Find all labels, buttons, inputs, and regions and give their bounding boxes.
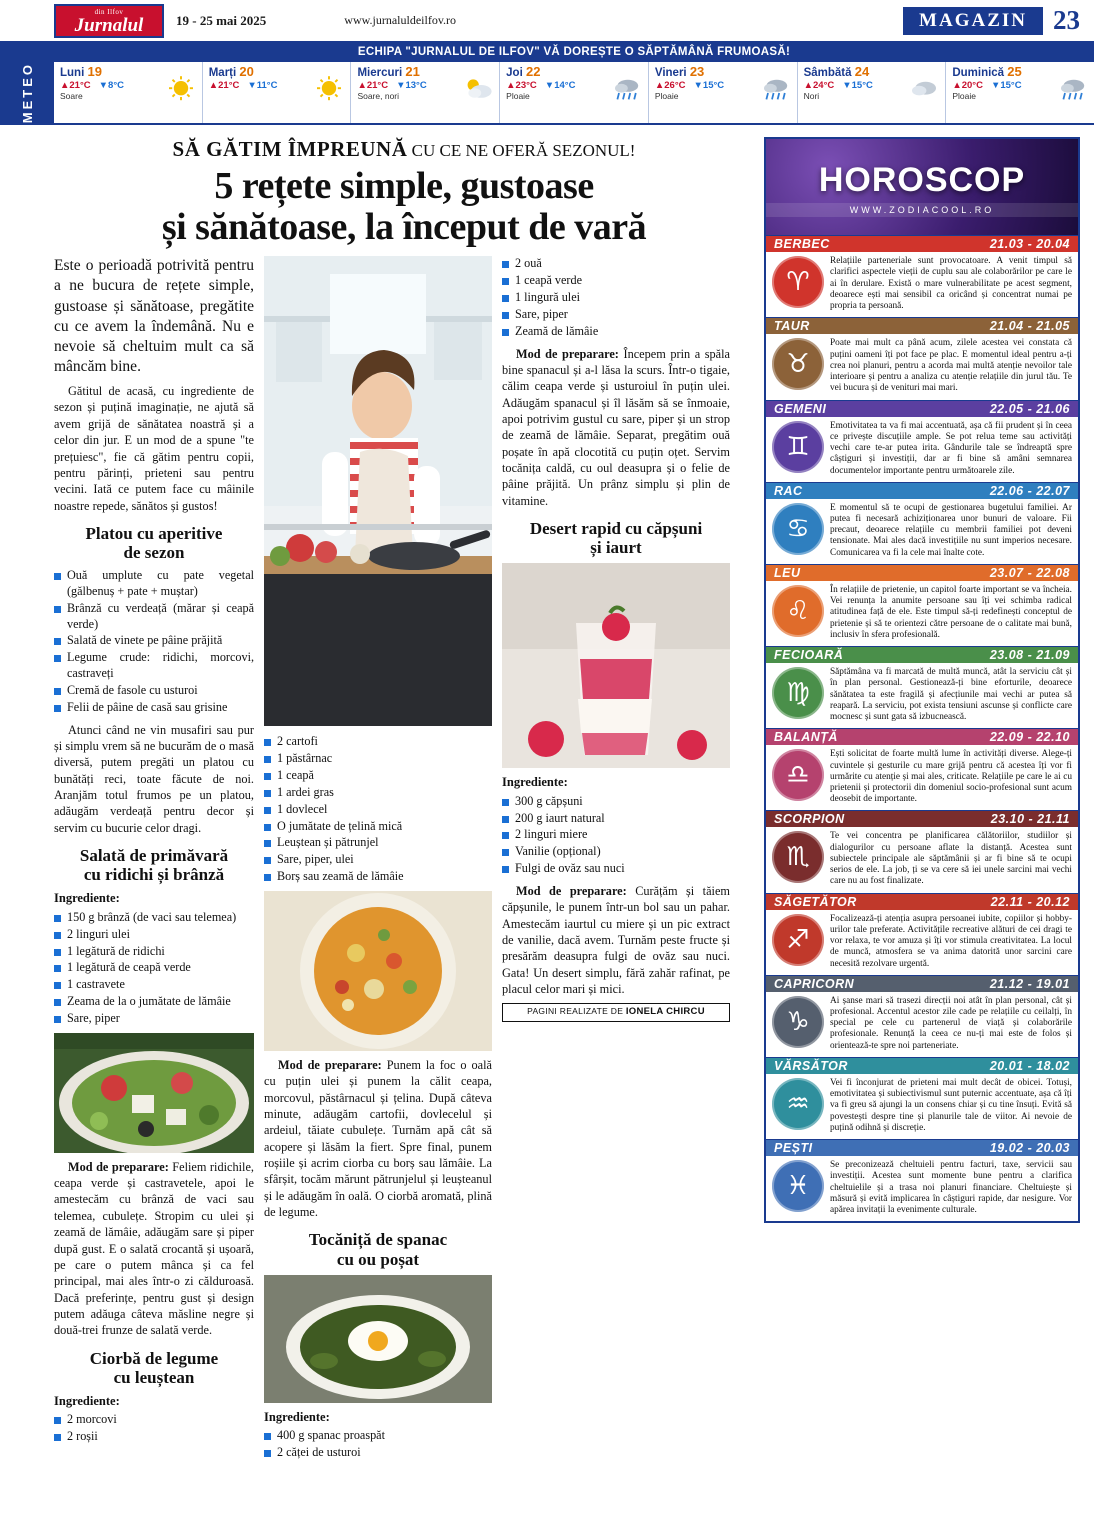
recipe-3-prep-label: Mod de preparare: bbox=[278, 1058, 382, 1073]
sign-text: Ai șanse mari să trasezi direcții noi atât în plan personal, cât și profesional. Accentul acestor zile cade pe relațiile cu ceilalți, în special pe cele cu partenerul de viață și colaborările profesionale. Renunță la ceea ce nu-ți mai este de folos și orientează-te spre noi parteneriate. bbox=[830, 995, 1072, 1051]
recipe-1-ingredients bbox=[54, 568, 254, 716]
sign-name: SCORPION bbox=[774, 812, 845, 827]
horoscope-sign-pești bbox=[766, 1139, 1078, 1221]
zodiac-berbec-icon: ♈ bbox=[772, 256, 824, 308]
greeting-banner: ECHIPA "JURNALUL DE ILFOV" VĂ DOREȘTE O SĂPTĂMÂNĂ FRUMOASĂ! bbox=[0, 42, 1094, 62]
weather-day-desc: Ploaie bbox=[952, 91, 976, 101]
horoscope-sign-leu bbox=[766, 564, 1078, 646]
headline-line-1: 5 rețete simple, gustoase bbox=[214, 165, 594, 208]
page-credit bbox=[502, 1003, 730, 1022]
sign-dates: 22.09 - 22.10 bbox=[989, 730, 1070, 745]
logo-main-text: Jurnalul bbox=[74, 14, 144, 36]
website-url[interactable]: www.jurnaluldeilfov.ro bbox=[344, 13, 457, 27]
sign-dates: 22.05 - 21.06 bbox=[989, 401, 1070, 416]
recipe-2-ingredients-label: Ingrediente: bbox=[54, 891, 120, 906]
logo-top-text: din Ilfov bbox=[94, 7, 124, 16]
recipe-3-ingredients-label: Ingrediente: bbox=[54, 1393, 120, 1408]
sign-text: Vei fi înconjurat de prieteni mai mult decât de obicei. Totuși, emotivitatea și subiectivismul sunt puternic accentuate, așa că îți va fi greu să ajungi la un consens chiar și cu tine însuți. Evită să povestești despre tine și planurile tale de viitor. Ai nevoie de puțină odihnă și discreție. bbox=[830, 1077, 1072, 1133]
zodiac-rac-icon: ♋ bbox=[772, 503, 824, 555]
list-item: 1 legătură de ridichi bbox=[54, 944, 254, 960]
recipe-4-ingredients-part2 bbox=[502, 256, 730, 339]
sign-header bbox=[766, 236, 1078, 252]
recipe-3-ingredients-part1 bbox=[54, 1412, 254, 1445]
sign-dates: 21.04 - 21.05 bbox=[989, 319, 1070, 334]
sign-name: CAPRICORN bbox=[774, 976, 855, 991]
sign-dates: 20.01 - 18.02 bbox=[989, 1058, 1070, 1073]
list-item: Borș sau zeamă de lămâie bbox=[264, 869, 492, 885]
spinach-photo-graphic bbox=[264, 1275, 492, 1403]
weather-day-number: 20 bbox=[239, 64, 254, 79]
credit-author: IONELA CHIRCU bbox=[625, 1006, 705, 1018]
sign-text: Emotivitatea ta va fi mai accentuată, așa că fii prudent și în ceea ce privește discuțiile ample. Se pot relua teme sau activități vechi care te-ar putea irita. Gândurile tale se îndreaptă spre câștiguri și investiții, dar ar fi bine să amâni semnarea documentelor importante pentru următoarele zile. bbox=[830, 420, 1072, 476]
recipe-4-title-line2: cu ou poșat bbox=[336, 1249, 420, 1269]
page-title bbox=[54, 166, 754, 248]
sign-header bbox=[766, 729, 1078, 745]
recipe-3-title-line1: Ciorbă de legume bbox=[89, 1348, 219, 1368]
recipe-2-prep-text: Feliem ridichile, ceapa verde și castravetele, apoi le amestecăm cu brânză de vaci sau telemea, cubulețe. Stropim cu ulei și zeamă de lămâie, adăugăm sare și piper după gust. E o salată crocantă și ușoară, pe care o putem mânca și ca fel principal, mai ales într-o zi călduroasă. Dacă preferințe, pentru gust și design putem adăuga câteva măsline negre și două-trei frunze de salată verde. bbox=[54, 1159, 254, 1338]
weather-day-3 bbox=[351, 62, 500, 123]
weather-temp-max: ▲26°C bbox=[654, 80, 686, 91]
list-item: O jumătate de țelină mică bbox=[264, 819, 492, 835]
horoscope-title: HOROSCOP bbox=[818, 161, 1026, 200]
headline-line-2: și sănătoase, la început de vară bbox=[161, 206, 647, 249]
recipe-4-prep-label: Mod de preparare: bbox=[516, 346, 619, 361]
list-item: Legume crude: ridichi, morcovi, castraveți bbox=[54, 650, 254, 682]
weather-temp-max: ▲20°C bbox=[952, 80, 983, 91]
sign-dates: 23.07 - 22.08 bbox=[989, 565, 1070, 580]
sign-text: În relațiile de prietenie, un capitol foarte important se va încheia. Vei renunța la anumite persoane sau îți vei schimba radical atitudinea față de ele. Este timpul să-ți redefinești conceptul de prietenie și să te orientezi către persoane de o calitate mai bună, inclusiv în sfera profesională. bbox=[830, 584, 1072, 640]
weather-day-6 bbox=[798, 62, 947, 123]
list-item: 150 g brânză (de vaci sau telemea) bbox=[54, 910, 254, 926]
meteo-label: METEO bbox=[19, 62, 35, 124]
sign-text: Ești solicitat de foarte multă lume în activități diverse. Alege-ți cuvintele și gesturile cu mare grijă pentru că acestea îți vor fi urmărite cu atenție și mai ales, criticate. Relațiile pe care le ai cu prietenii și protectorii din domeniul socio-profesional sunt acum deosebit de importante. bbox=[830, 749, 1072, 805]
list-item: 1 ceapă bbox=[264, 768, 492, 784]
list-item: 2 linguri ulei bbox=[54, 927, 254, 943]
list-item: Zeama de la o jumătate de lămâie bbox=[54, 994, 254, 1010]
list-item: Sare, piper bbox=[54, 1011, 254, 1027]
weather-day-desc: Ploaie bbox=[654, 91, 679, 101]
weather-temp-min: ▼14°C bbox=[544, 80, 576, 91]
soup-photo bbox=[264, 891, 492, 1051]
sign-dates: 23.08 - 21.09 bbox=[989, 648, 1070, 663]
recipe-3-prep-text: Punem la foc o oală cu puțin ulei și punem la călit ceapa, morcovul, păstârnacul și țelina. După câteva minute, adăugăm cartofii, dovlecelul și ardeiul, tăiate cubulețe. Turnăm apă cât să acopere și lăsăm la fiert. Spre final, punem roșiile și acrim ciorba cu borș sau lămâie. La sfârșit, tocăm mărunt pătrunjelul și leușteanul și le adăugăm în oală. O ciorbă aromată, plină de legume. bbox=[264, 1058, 492, 1220]
list-item: Ouă umplute cu pate vegetal (gălbenuș + pate + muștar) bbox=[54, 568, 254, 600]
weather-temp-min: ▼11°C bbox=[247, 80, 278, 91]
list-item: Brânză cu verdeață (mărar și ceapă verde) bbox=[54, 601, 254, 633]
weather-strip bbox=[0, 62, 1094, 125]
recipe-3-title-line2: cu leuștean bbox=[113, 1367, 195, 1387]
horoscope-url[interactable]: WWW.ZODIACOOL.RO bbox=[766, 203, 1078, 217]
weather-day-desc: Ploaie bbox=[506, 91, 530, 101]
zodiac-fecioară-icon: ♍ bbox=[772, 667, 824, 719]
recipe-2-preparation bbox=[54, 1159, 254, 1339]
list-item: Zeamă de lămâie bbox=[502, 324, 730, 340]
weather-tab-label bbox=[0, 62, 54, 123]
recipe-5-prep-text: Curățăm și tăiem căpșunile, le punem într-un bol sau un pahar. Amestecăm iaurtul cu miere și un pic extract de vanilie, dacă avem. Turnăm peste fructe și presărăm deasupra fulgi de ovăz sau nuci. Gata! Un desert simplu, fără zahăr rafinat, pe placul celor mari și mici. bbox=[502, 884, 730, 997]
cooking-photo-graphic bbox=[264, 256, 492, 726]
horoscope-area bbox=[764, 131, 1080, 1467]
horoscope-sign-fecioară bbox=[766, 646, 1078, 728]
sign-name: TAUR bbox=[774, 319, 810, 334]
recipe-4-preparation bbox=[502, 346, 730, 509]
kicker-bold: SĂ GĂTIM ÎMPREUNĂ bbox=[172, 137, 408, 162]
recipe-2-ingredients bbox=[54, 910, 254, 1027]
recipe-2-prep-label: Mod de preparare: bbox=[68, 1159, 169, 1174]
sign-dates: 22.06 - 22.07 bbox=[989, 483, 1070, 498]
sign-name: LEU bbox=[774, 565, 801, 580]
sign-text: E momentul să te ocupi de gestionarea bugetului familiei. Ar putea fi necesară achiziționarea unor bunuri de valoare. Fii precaut, deoarece relațiile cu membrii familiei pot deveni tensionate. Mai ales dacă investițiile nu sunt imperios necesare. Comunicarea va fi la cele mai înalte cote. bbox=[830, 502, 1072, 558]
weather-day-name: Joi 22 bbox=[506, 64, 541, 79]
kicker-rest: CU CE NE OFERĂ SEZONUL! bbox=[407, 141, 636, 161]
list-item: 400 g spanac proaspăt bbox=[264, 1428, 492, 1444]
list-item: 1 lingură ulei bbox=[502, 290, 730, 306]
list-item: Fulgi de ovăz sau nuci bbox=[502, 861, 730, 877]
recipe-4-ingredients-label: Ingrediente: bbox=[264, 1409, 330, 1424]
recipe-1-title-line1: Platou cu aperitive bbox=[85, 523, 223, 543]
recipe-5-title-line2: și iaurt bbox=[590, 538, 642, 558]
recipe-2-title-line1: Salată de primăvară bbox=[79, 846, 229, 866]
article-lede: Este o perioadă potrivită pentru a ne bucura de rețete simple, gustoase și sănătoase, pregătite cu ce avem la îndemână. Nu e nevoie să cheltuim mult ca să mâncăm bine. bbox=[54, 257, 254, 375]
zodiac-gemeni-icon: ♊ bbox=[772, 421, 824, 473]
sign-name: PEȘTI bbox=[774, 1141, 813, 1156]
sign-dates: 21.12 - 19.01 bbox=[989, 976, 1070, 991]
sign-text: Te vei concentra pe planificarea călătoriilor, studiilor și dialogurilor cu persoane aflate la distanță. Acestea sunt subiectele principale ale săptămânii și ar fi bine să te ocupi serios de ele. La job, ți se va cere să iei unele sarcini mai vechi care nu au fost finalizate. bbox=[830, 831, 1072, 887]
recipe-5-title bbox=[502, 519, 730, 557]
weather-day-desc: Soare bbox=[60, 91, 83, 101]
sign-header bbox=[766, 483, 1078, 499]
dessert-photo-graphic bbox=[502, 563, 730, 768]
weather-days bbox=[54, 62, 1094, 123]
weather-day-4 bbox=[500, 62, 649, 123]
sun-icon bbox=[313, 76, 345, 102]
salad-photo-graphic bbox=[54, 1033, 254, 1153]
sign-text: Săptămâna va fi marcată de multă muncă, atât la serviciu cât și în plan personal. Gestionează-ți bine eforturile, deoarece sănătatea ta este fragilă și afecțiunile mai vechi ar putea să reapară. La serviciu, pot exista tensiuni ascunse și conflicte care mocnesc și sunt gata să izbucnească. bbox=[830, 667, 1072, 723]
weather-temp-min: ▼13°C bbox=[396, 80, 427, 91]
article-kicker bbox=[54, 137, 754, 162]
sign-header bbox=[766, 1140, 1078, 1156]
list-item: 2 roșii bbox=[54, 1429, 254, 1445]
horoscope-header bbox=[766, 139, 1078, 235]
article-column-3 bbox=[502, 256, 730, 1467]
sun-icon bbox=[165, 76, 197, 102]
sign-dates: 21.03 - 20.04 bbox=[989, 237, 1070, 252]
recipe-3-title bbox=[54, 1349, 254, 1387]
recipe-4-ingredients-part1 bbox=[264, 1428, 492, 1461]
list-item: 2 căței de usturoi bbox=[264, 1445, 492, 1461]
list-item: 1 păstârnac bbox=[264, 751, 492, 767]
sign-header bbox=[766, 318, 1078, 334]
sign-dates: 19.02 - 20.03 bbox=[989, 1141, 1070, 1156]
list-item: 2 ouă bbox=[502, 256, 730, 272]
rain-icon bbox=[760, 76, 792, 102]
weather-day-name: Luni 19 bbox=[60, 64, 102, 79]
sign-name: SĂGETĂTOR bbox=[774, 894, 857, 909]
list-item: 1 legătură de ceapă verde bbox=[54, 960, 254, 976]
weather-day-number: 25 bbox=[1007, 64, 1022, 79]
cloud-icon bbox=[908, 76, 940, 102]
issue-date: 19 - 25 mai 2025 bbox=[176, 12, 267, 28]
recipe-5-preparation bbox=[502, 883, 730, 997]
weather-temp-min: ▼8°C bbox=[98, 80, 124, 91]
list-item: Vanilie (opțional) bbox=[502, 844, 730, 860]
article-paragraph-1: Gătitul de acasă, cu ingrediente de sezon și puțină imaginație, ne ajută să avem grijă de sănătatea noastră și a celor din jur. E un mod de a spune "te prețuiesc", fie că gătim pentru copii, pentru părinți, prieteni sau pentru vecini. Iată ce putem face cu mâinile noastre repede, sănătos și gustos! bbox=[54, 384, 254, 513]
zodiac-săgetător-icon: ♐ bbox=[772, 914, 824, 966]
horoscope-sign-capricorn bbox=[766, 975, 1078, 1057]
recipe-4-title-line1: Tocăniță de spanac bbox=[308, 1230, 448, 1250]
zodiac-scorpion-icon: ♏ bbox=[772, 831, 824, 883]
article-area bbox=[54, 131, 754, 1467]
sign-header bbox=[766, 976, 1078, 992]
weather-day-7 bbox=[946, 62, 1094, 123]
zodiac-taur-icon: ♉ bbox=[772, 338, 824, 390]
zodiac-capricorn-icon: ♑ bbox=[772, 996, 824, 1048]
weather-day-1 bbox=[54, 62, 203, 123]
weather-temp-max: ▲21°C bbox=[208, 80, 240, 91]
cooking-photo bbox=[264, 256, 492, 726]
article-column-1 bbox=[54, 256, 254, 1467]
sign-header bbox=[766, 565, 1078, 581]
sign-text: Poate mai mult ca până acum, zilele acestea vei constata că puțini oameni îți pot face pe plac. E momentul ideal pentru a-ți crea noi planuri, pentru a acorda mai multă atenție nevoilor tale interioare și pentru a analiza cu atenție relațiile din jurul tău. Te vei bucura și de venituri mai mari. bbox=[830, 338, 1072, 394]
sign-text: Se preconizează cheltuieli pentru facturi, taxe, servicii sau investiții. Acestea sunt momente bune pentru a clarifica cheltuielile și a trasa noi planuri financiare. Cheltuiește și măsură și evită implicarea în câștiguri rapide, dar nesigure. Vor apărea invitații la evenimente culturale. bbox=[830, 1160, 1072, 1216]
zodiac-pești-icon: ♓ bbox=[772, 1160, 824, 1212]
weather-day-name: Marți 20 bbox=[208, 64, 254, 79]
soup-photo-graphic bbox=[264, 891, 492, 1051]
recipe-1-title bbox=[54, 524, 254, 562]
sign-dates: 23.10 - 21.11 bbox=[990, 812, 1070, 827]
list-item: 300 g căpșuni bbox=[502, 794, 730, 810]
article-column-2 bbox=[264, 256, 492, 1467]
weather-day-name: Sâmbătă 24 bbox=[803, 64, 870, 79]
list-item: 1 ceapă verde bbox=[502, 273, 730, 289]
list-item: 2 morcovi bbox=[54, 1412, 254, 1428]
sign-text: Focalizează-ți atenția asupra persoanei iubite, copiilor și hobby-urilor tale preferate. Activitățile recreative alături de cei dragi te vor relaxa, te vor amuza și îți vor stimula creativitatea. La locul de muncă, atmosfera se va anima datorită unor sarcini care necesită rezolvare urgentă. bbox=[830, 913, 1072, 969]
horoscope-box bbox=[764, 137, 1080, 1223]
recipe-4-title bbox=[264, 1230, 492, 1268]
sign-name: RAC bbox=[774, 483, 803, 498]
sign-dates: 22.11 - 20.12 bbox=[990, 894, 1070, 909]
recipe-4-prep-text: Începem prin a spăla bine spanacul și a-l lăsa la scurs. Într-o tigaie, călim ceapa verde și usturoiul în puțin ulei. Adăugăm spanacul și îl lăsăm să se înmoaie, apoi potrivim gustul cu sare, piper și un strop de zeamă de lămâie. Separat, pregătim ouă poșate în apă clocotită cu puțin oțet. Servim tocănița caldă, cu oul deasupra și o felie de pâine prăjită. Un prânz simplu și plin de vitamine. bbox=[502, 346, 730, 508]
sign-header bbox=[766, 647, 1078, 663]
recipe-5-prep-label: Mod de preparare: bbox=[516, 884, 627, 899]
recipe-5-title-line1: Desert rapid cu căpșuni bbox=[529, 519, 703, 539]
weather-day-number: 24 bbox=[854, 64, 870, 79]
sign-name: BALANȚĂ bbox=[774, 730, 838, 745]
rain-icon bbox=[611, 76, 643, 102]
horoscope-sign-vărsător bbox=[766, 1057, 1078, 1139]
masthead bbox=[0, 0, 1094, 42]
list-item: 2 linguri miere bbox=[502, 827, 730, 843]
sign-name: VĂRSĂTOR bbox=[774, 1058, 848, 1073]
weather-day-number: 23 bbox=[689, 64, 705, 79]
weather-temp-max: ▲24°C bbox=[803, 80, 835, 91]
weather-day-number: 21 bbox=[405, 64, 420, 79]
recipe-3-ingredients-part2 bbox=[264, 734, 492, 885]
list-item: Sare, piper bbox=[502, 307, 730, 323]
list-item: 200 g iaurt natural bbox=[502, 811, 730, 827]
weather-day-5 bbox=[649, 62, 798, 123]
recipe-3-preparation bbox=[264, 1057, 492, 1220]
weather-day-number: 19 bbox=[87, 64, 102, 79]
weather-day-number: 22 bbox=[525, 64, 541, 79]
weather-temp-min: ▼15°C bbox=[693, 80, 725, 91]
zodiac-balanță-icon: ♎ bbox=[772, 749, 824, 801]
recipe-5-ingredients bbox=[502, 794, 730, 877]
weather-temp-max: ▲23°C bbox=[506, 80, 537, 91]
rain-icon bbox=[1057, 76, 1089, 102]
sign-text: Relațiile parteneriale sunt provocatoare. A venit timpul să clarifici aspectele vieții de cuplu sau ale colaborărilor pe care le ai în derulare. Există o mare vulnerabilitate pe acest segment, deoarece ești mai sensibil ca oricând și concentrat numai pe propria ta persoană. bbox=[830, 256, 1072, 312]
horoscope-sign-balanță bbox=[766, 728, 1078, 810]
dessert-photo bbox=[502, 563, 730, 768]
section-title: MAGAZIN bbox=[903, 7, 1043, 35]
weather-day-name: Vineri 23 bbox=[654, 64, 705, 79]
recipe-2-title-line2: cu ridichi și brânză bbox=[83, 865, 225, 885]
credit-prefix: PAGINI REALIZATE DE bbox=[527, 1006, 626, 1017]
weather-day-2 bbox=[203, 62, 352, 123]
zodiac-vărsător-icon: ♒ bbox=[772, 1078, 824, 1130]
list-item: 1 castravete bbox=[54, 977, 254, 993]
weather-day-desc: Soare, nori bbox=[357, 91, 400, 101]
recipe-1-title-line2: de sezon bbox=[123, 542, 185, 562]
recipe-1-paragraph: Atunci când ne vin musafiri sau pur și simplu vrem să ne bucurăm de o masă diversă, putem pregăti un platou cu bunătăți reci, toate făcute de noi. Aranjăm totul frumos pe un platou, adăugăm verdeață pentru decor și servim cu bucurie celor dragi. bbox=[54, 722, 254, 835]
horoscope-sign-rac bbox=[766, 482, 1078, 564]
recipe-5-ingredients-label: Ingrediente: bbox=[502, 775, 568, 790]
spinach-photo bbox=[264, 1275, 492, 1403]
zodiac-leu-icon: ♌ bbox=[772, 585, 824, 637]
weather-temp-max: ▲21°C bbox=[357, 80, 389, 91]
list-item: 1 ardei gras bbox=[264, 785, 492, 801]
horoscope-sign-taur bbox=[766, 317, 1078, 399]
sign-header bbox=[766, 894, 1078, 910]
page-number: 23 bbox=[1053, 5, 1080, 35]
weather-day-desc: Nori bbox=[803, 91, 820, 101]
salad-photo bbox=[54, 1033, 254, 1153]
horoscope-sign-săgetător bbox=[766, 893, 1078, 975]
list-item: 2 cartofi bbox=[264, 734, 492, 750]
weather-day-name: Duminică 25 bbox=[952, 64, 1022, 79]
list-item: Sare, piper, ulei bbox=[264, 852, 492, 868]
weather-temp-min: ▼15°C bbox=[990, 80, 1022, 91]
weather-day-name: Miercuri 21 bbox=[357, 64, 420, 79]
sign-name: BERBEC bbox=[774, 237, 830, 252]
newspaper-logo bbox=[54, 4, 164, 38]
list-item: 1 dovlecel bbox=[264, 802, 492, 818]
horoscope-sign-gemeni bbox=[766, 400, 1078, 482]
sign-name: FECIOARĂ bbox=[774, 648, 844, 663]
list-item: Felii de pâine de casă sau grisine bbox=[54, 700, 254, 716]
list-item: Salată de vinete pe pâine prăjită bbox=[54, 633, 254, 649]
horoscope-signs bbox=[766, 235, 1078, 1221]
list-item: Leuștean și pătrunjel bbox=[264, 835, 492, 851]
recipe-2-title bbox=[54, 846, 254, 884]
sign-name: GEMENI bbox=[774, 401, 827, 416]
sun-cloud-icon bbox=[462, 76, 494, 102]
sign-header bbox=[766, 1058, 1078, 1074]
weather-temp-min: ▼15°C bbox=[842, 80, 873, 91]
horoscope-sign-scorpion bbox=[766, 810, 1078, 892]
sign-header bbox=[766, 811, 1078, 827]
sign-header bbox=[766, 401, 1078, 417]
weather-temp-max: ▲21°C bbox=[60, 80, 91, 91]
horoscope-sign-berbec bbox=[766, 235, 1078, 317]
list-item: Cremă de fasole cu usturoi bbox=[54, 683, 254, 699]
